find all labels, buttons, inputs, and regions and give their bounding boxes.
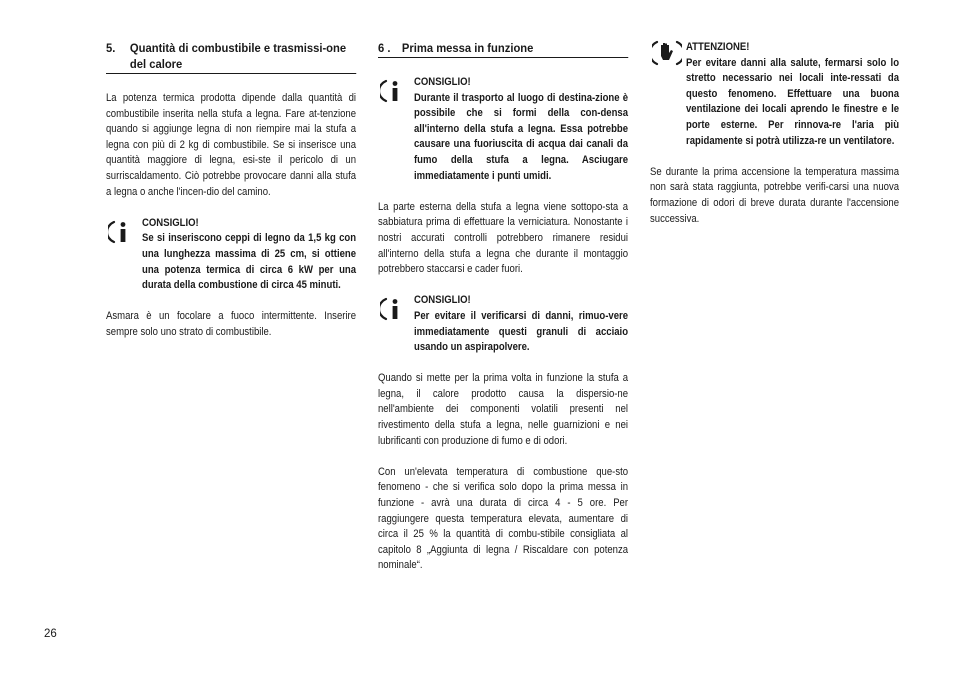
tip-text-block xyxy=(142,216,356,294)
warning-box xyxy=(650,40,899,149)
paragraph: Se durante la prima accensione la temperatura massima non sarà stata raggiunta, potrebbe verifi-carsi una nuova formazione di odori di breve durata durante l'accensione successiva. xyxy=(650,165,900,225)
tip-label: CONSIGLIO! xyxy=(414,76,471,88)
section-title: Quantità di combustibile e trasmissi-one del calore xyxy=(129,41,347,71)
warning-text: Per evitare danni alla salute, fermarsi solo lo stretto necessario nei locali inte-ressati da questo fenomeno. Effettuare una buona ventilazione dei locali aprendo le finestre e le porte esterne. Per rinnova-re l'aria più rapidamente si potrà utilizza-re un ventilatore. xyxy=(686,56,900,147)
warning-label: ATTENZIONE! xyxy=(686,41,750,53)
section-number: 6 . xyxy=(378,41,391,55)
tip-text: Durante il trasporto al luogo di destina-zione è possibile che si formi della con-densa all'interno della stufa a legna. Essa potrebbe causare una fuoriuscita di acqua dai canali da fumo della stufa a legna. Asciugare immediatamente i punti umidi. xyxy=(414,91,629,182)
tip-box xyxy=(378,293,628,355)
tip-text-block xyxy=(414,293,628,355)
hand-warning-icon xyxy=(652,40,682,66)
section-number: 5. xyxy=(106,41,116,55)
paragraph: Asmara è un focolare a fuoco intermittente. Inserire sempre solo uno strato di combustibile. xyxy=(106,310,357,338)
column-right xyxy=(650,40,899,243)
tip-text: Se si inseriscono ceppi di legno da 1,5 kg con una lunghezza massima di 25 cm, si ottiene una potenza termica di circa 6 kW per una durata della combustione di circa 45 minuti. xyxy=(142,232,357,292)
tip-label: CONSIGLIO! xyxy=(414,294,471,307)
column-middle xyxy=(378,40,628,590)
page-number: 26 xyxy=(44,628,57,640)
column-left xyxy=(106,40,356,356)
info-icon xyxy=(380,79,410,103)
info-icon xyxy=(380,297,410,321)
info-icon xyxy=(108,220,138,244)
paragraph: La parte esterna della stufa a legna viene sottopo-sta a sabbiatura prima di effettuare la verniciatura. Nonostante i nostri accurati controlli potrebbero rimanere residui all'interno della stufa a legna che durante il montaggio potrebbero staccarsi e cader fuori. xyxy=(378,200,629,276)
tip-box xyxy=(378,75,628,184)
section-heading-6 xyxy=(378,40,628,58)
section-heading-5 xyxy=(106,40,356,74)
tip-label: CONSIGLIO! xyxy=(142,216,199,229)
section-title: Prima messa in funzione xyxy=(401,41,534,55)
tip-text: Per evitare il verificarsi di danni, rimuo-vere immediatamente questi granuli di acciaio usando un aspirapolvere. xyxy=(414,309,629,354)
paragraph: Con un'elevata temperatura di combustione que-sto fenomeno - che si verifica solo dopo la prima messa in funzione - avrà una durata di circa 4 - 5 ore. Per raggiungere questa temperatura elevata, aumentare di circa il 25 % la quantità di combu-stibile consigliata al capitolo 8 „Aggiunta di legna / Riscaldare con potenza nominale“. xyxy=(378,465,629,572)
paragraph: La potenza termica prodotta dipende dalla quantità di combustibile inserita nella stufa a legna. Fare at-tenzione quando si aggiunge legna di non riempire mai la stufa a legna con più di 2 kg di combustibile. Se si inserisce una quantità maggiore di legna, esi-ste il pericolo di un surriscaldamento. Ciò potrebbe provocare danni alla stufa a legna o anche l'incen-dio del camino. xyxy=(106,92,357,198)
paragraph: Quando si mette per la prima volta in funzione la stufa a legna, il calore prodotto causa la dispersio-ne nell'ambiente dei componenti volatili presenti nel rivestimento della stufa a legna, nelle guarnizioni e nei lubrificanti con produzione di fumo e di odori. xyxy=(378,372,629,447)
warning-text-block xyxy=(686,40,899,149)
tip-text-block xyxy=(414,75,628,184)
tip-box xyxy=(106,216,356,294)
